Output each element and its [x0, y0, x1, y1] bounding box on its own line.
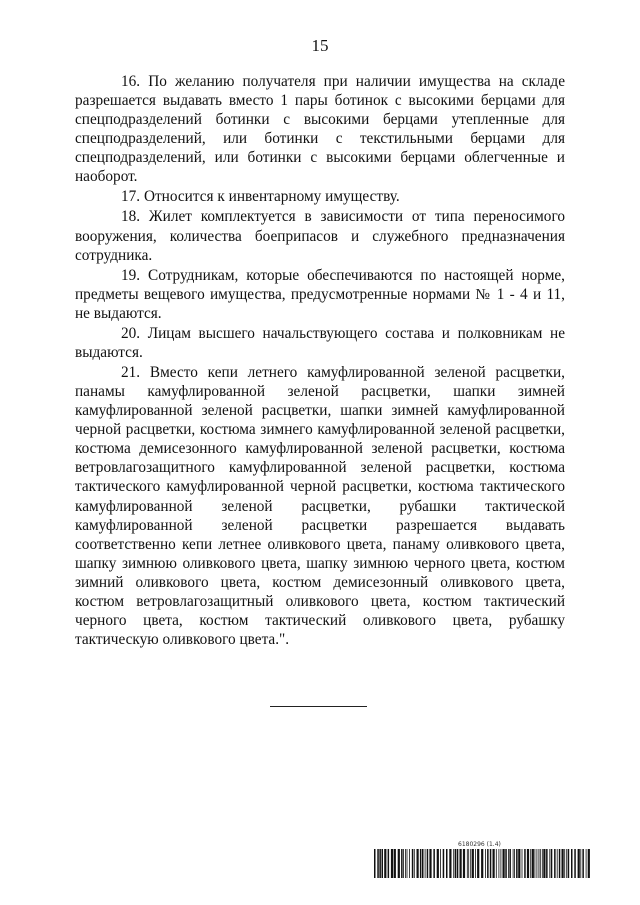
paragraph-21: 21. Вместо кепи летнего камуфлированной зеленой расцветки, панамы камуфлированной зеленой расцветки, шапки зимней камуфлированной зеленой расцветки, шапки зимней камуфлированной черной расцветки, костюма зимнего камуфлированной зеленой расцветки, костюма демисезонного камуфлированной зеленой расцветки, костюма ветровлагозащитного камуфлированной зеленой расцветки, костюма тактического камуфлированной черной расцветки, костюма тактического камуфлированной зеленой расцветки, рубашки тактической камуфлированной зеленой расцветки разрешается выдавать соответственно кепи летнее оливкового цвета, панаму оливкового цвета, шапку зимнюю оливкового цвета, шапку зимнюю черного цвета, костюм зимний оливкового цвета, костюм демисезонный оливкового цвета, костюм ветровлагозащитный оливкового цвета, костюм тактический черного цвета, костюм тактический оливкового цвета, рубашку тактическую оливкового цвета.". [75, 363, 565, 649]
barcode-bar [384, 849, 386, 878]
barcode-bar [559, 849, 561, 878]
barcode-bar [405, 849, 406, 878]
paragraph-18: 18. Жилет комплектуется в зависимости от типа переносимого вооружения, количества боеприпасов и служебного предназначения сотрудника. [75, 208, 565, 264]
barcode-bar [391, 849, 393, 878]
barcode-bar [398, 849, 400, 878]
barcode-bar [582, 849, 584, 878]
barcode-bar [551, 849, 553, 878]
document-body [75, 72, 565, 650]
barcode-bar [530, 849, 531, 878]
barcode-bar [505, 849, 507, 878]
barcode-bar [485, 849, 486, 878]
barcode-bar [429, 849, 431, 878]
barcode-bar [414, 849, 415, 878]
barcode-bar [566, 849, 567, 878]
page-number: 15 [311, 36, 329, 55]
paragraph-20: 20. Лицам высшего начальствующего состава и полковникам не выдаются. [75, 324, 565, 361]
barcode-bar [427, 849, 429, 878]
barcode-bar [532, 849, 534, 878]
barcode-bar [554, 849, 556, 878]
barcode-bar [463, 849, 465, 878]
barcode-bar [568, 849, 570, 878]
barcode-bar [509, 849, 511, 878]
barcode-bar [422, 849, 424, 878]
barcode-bar [377, 849, 379, 878]
barcode-bar [493, 849, 495, 878]
barcode-bar [407, 849, 408, 878]
barcode-bar [571, 849, 573, 878]
barcode-bar [490, 849, 492, 878]
barcode-bar [401, 849, 403, 878]
barcode-bar [540, 849, 541, 878]
barcode-bar [475, 849, 476, 878]
barcode-bar [524, 849, 526, 878]
barcode-bar [522, 849, 523, 878]
barcode-bar [503, 849, 505, 878]
separator-line [270, 706, 367, 707]
barcode-bar [574, 849, 576, 878]
barcode-bar [481, 849, 483, 878]
barcode-bar [440, 849, 441, 878]
barcode-bar [437, 849, 439, 878]
barcode-bar [467, 849, 468, 878]
barcode-bar [537, 849, 538, 878]
barcode-bar [446, 849, 448, 878]
barcode-bar [508, 849, 509, 878]
barcode-bar [518, 849, 520, 878]
barcode-bar [420, 849, 422, 878]
barcode-bar [501, 849, 502, 878]
paragraph-19: 19. Сотрудникам, которые обеспечиваются по настоящей норме, предметы вещевого имущества, предусмотренные нормами № 1 - 4 и 11, не выдаются. [75, 266, 565, 322]
barcode-bar [472, 849, 474, 878]
barcode-bar [394, 849, 396, 878]
document-code: 6180296 (1.4) [458, 841, 501, 848]
barcode-bar [388, 849, 390, 878]
barcode-bar [449, 849, 451, 878]
barcode-bar [586, 849, 587, 878]
barcode-bar [539, 849, 540, 878]
barcode-bar [543, 849, 545, 878]
barcode-bar [433, 849, 435, 878]
paragraph-16: 16. По желанию получателя при наличии имущества на складе разрешается выдавать вместо 1 пары ботинок с высокими берцами для спецподразделений ботинки с высокими берцами утепленные для спецподразделений, или ботинки с текстильными берцами для спецподразделений, или ботинки с высокими берцами облегченные и наоборот. [75, 73, 565, 186]
barcode-bar [546, 849, 548, 878]
barcode-bar [470, 849, 471, 878]
barcode-bar [453, 849, 454, 878]
barcode-bar [460, 849, 462, 878]
barcode-image [374, 849, 591, 878]
barcode-bar [562, 849, 564, 878]
barcode-bar [514, 849, 515, 878]
barcode-bar [580, 849, 581, 878]
barcode-bar [588, 849, 590, 878]
barcode-bar [412, 849, 414, 878]
barcode-bar [578, 849, 580, 878]
barcode-bar [455, 849, 457, 878]
barcode-bar [443, 849, 445, 878]
barcode-bar [382, 849, 384, 878]
barcode-bar [457, 849, 459, 878]
barcode-bar [417, 849, 419, 878]
barcode-bar [549, 849, 550, 878]
barcode-bar [513, 849, 514, 878]
barcode-bar [557, 849, 558, 878]
barcode-bar [496, 849, 497, 878]
barcode-bar [542, 849, 543, 878]
barcode-bar [468, 849, 469, 878]
paragraph-17: 17. Относится к инвентарному имуществу. [121, 188, 400, 206]
barcode-bar [374, 849, 376, 878]
barcode-bar [564, 849, 565, 878]
barcode-bar [409, 849, 410, 878]
barcode-bar [425, 849, 426, 878]
barcode-bar [516, 849, 518, 878]
barcode-bar [499, 849, 500, 878]
barcode-bar [527, 849, 529, 878]
barcode-bar [535, 849, 536, 878]
barcode-bar [379, 849, 381, 878]
barcode-bar [403, 849, 404, 878]
barcode-bar [487, 849, 489, 878]
barcode-bar [477, 849, 479, 878]
